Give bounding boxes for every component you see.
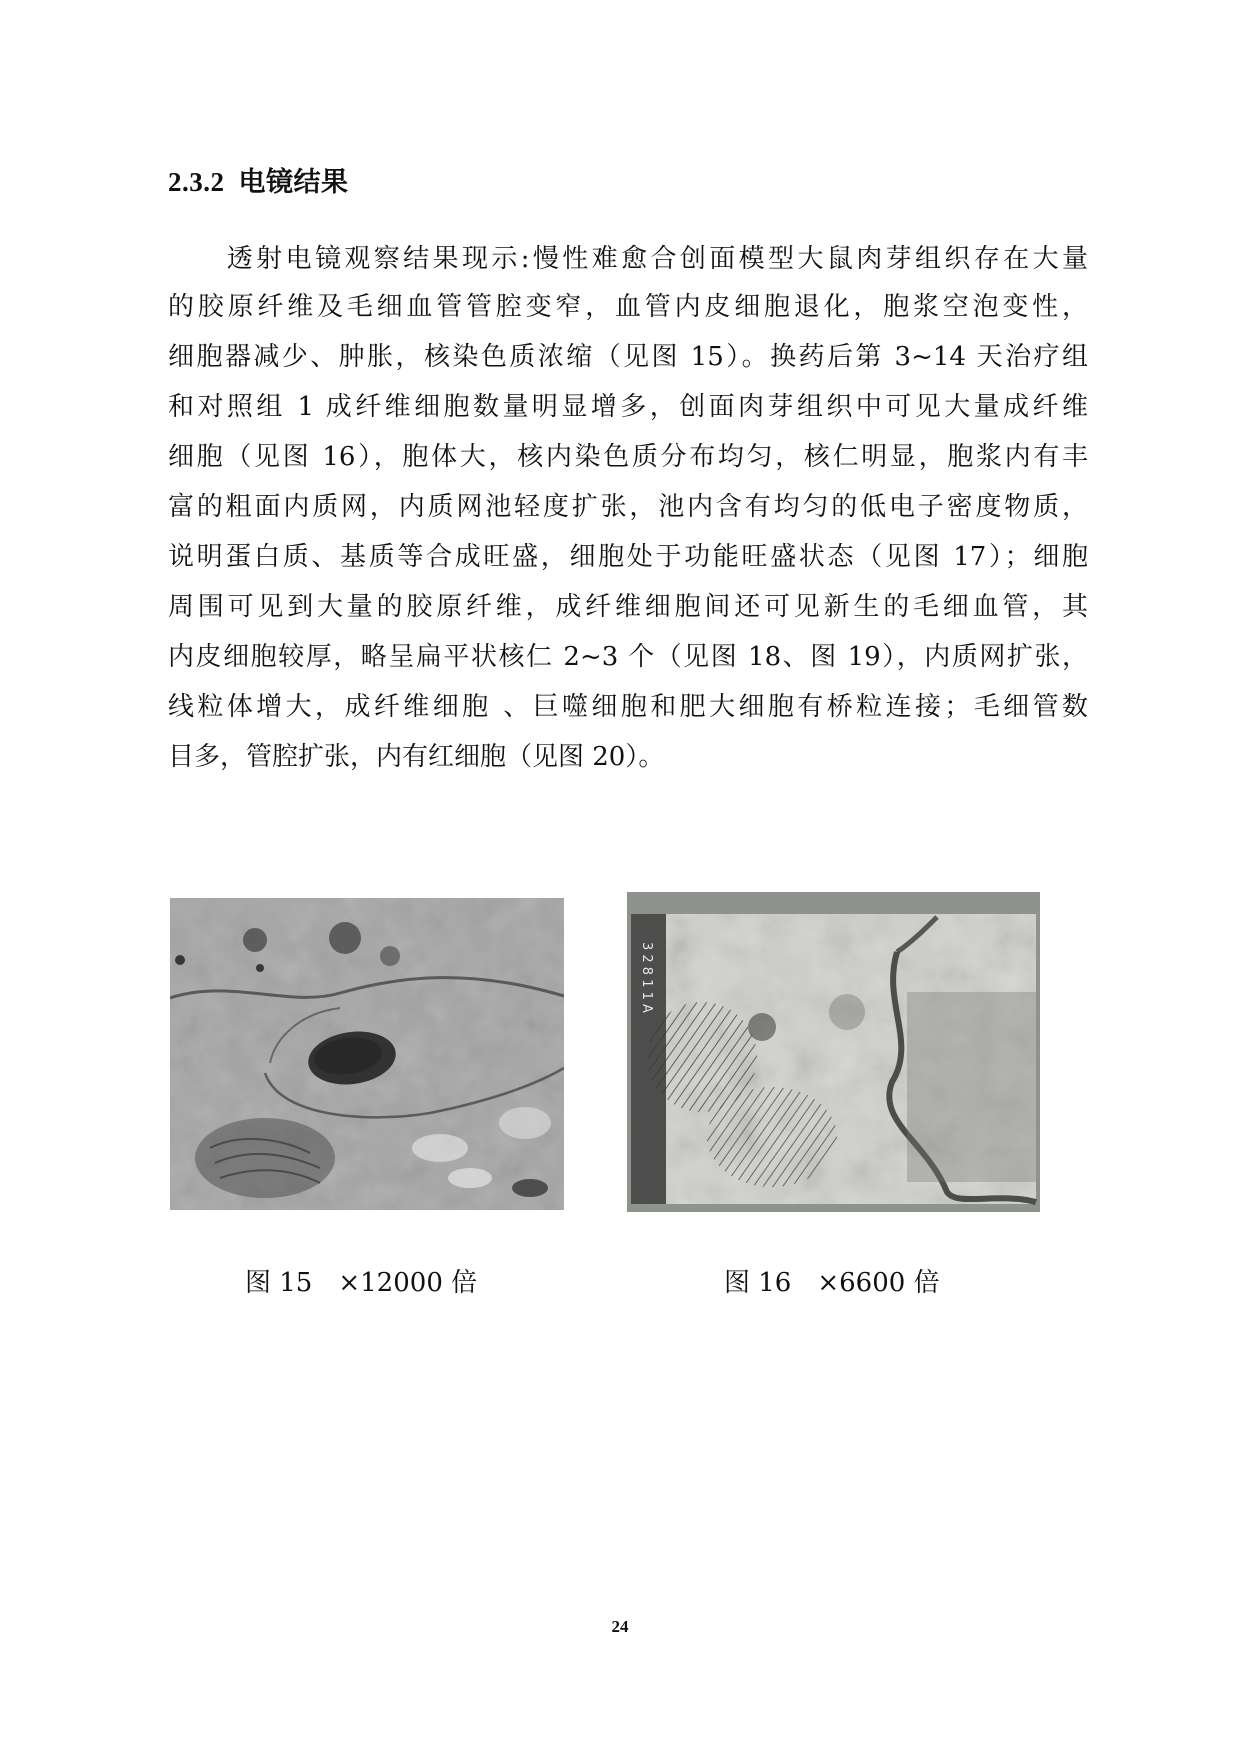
figure-16-caption [724, 1262, 940, 1299]
paragraph-line: 细胞（见图 16），胞体大，核内染色质分布均匀，核仁明显，胞浆内有丰 [168, 442, 1088, 472]
figure-label: 图 15 [245, 1268, 313, 1298]
section-title: 电镜结果 [238, 167, 349, 197]
figure-15-micrograph [170, 898, 564, 1210]
figure-16-micrograph [627, 892, 1040, 1212]
paragraph-line: 目多，管腔扩张，内有红细胞（见图 20）。 [168, 742, 665, 772]
paragraph-line: 内皮细胞较厚，略呈扁平状核仁 2~3 个（见图 18、图 19），内质网扩张， [168, 642, 1088, 672]
paragraph-line: 周围可见到大量的胶原纤维，成纤维细胞间还可见新生的毛细血管，其 [168, 592, 1088, 622]
figure-magnification: ×12000 倍 [338, 1268, 478, 1298]
section-heading [168, 160, 349, 199]
paragraph-line: 的胶原纤维及毛细血管管腔变窄，血管内皮细胞退化，胞浆空泡变性， [168, 292, 1088, 322]
paragraph-line: 和对照组 1 成纤维细胞数量明显增多，创面肉芽组织中可见大量成纤维 [168, 392, 1088, 422]
paragraph-line: 富的粗面内质网，内质网池轻度扩张，池内含有均匀的低电子密度物质， [168, 492, 1088, 522]
paragraph-line: 细胞器减少、肿胀，核染色质浓缩（见图 15）。换药后第 3~14 天治疗组 [168, 342, 1088, 372]
figure-label: 图 16 [724, 1268, 792, 1298]
paragraph-line: 说明蛋白质、基质等合成旺盛，细胞处于功能旺盛状态（见图 17）；细胞 [168, 542, 1088, 572]
figure-magnification: ×6600 倍 [817, 1268, 940, 1298]
paragraph-line: 线粒体增大，成纤维细胞 、巨噬细胞和肥大细胞有桥粒连接；毛细管数 [168, 692, 1088, 722]
section-number: 2.3.2 [168, 167, 225, 197]
paragraph-line: 透射电镜观察结果现示:慢性难愈合创面模型大鼠肉芽组织存在大量 [168, 244, 1088, 274]
page-number: 24 [611, 1617, 629, 1636]
figure-15-caption [245, 1262, 477, 1299]
film-marking: 3 2 8 1 1 A [639, 942, 654, 1013]
